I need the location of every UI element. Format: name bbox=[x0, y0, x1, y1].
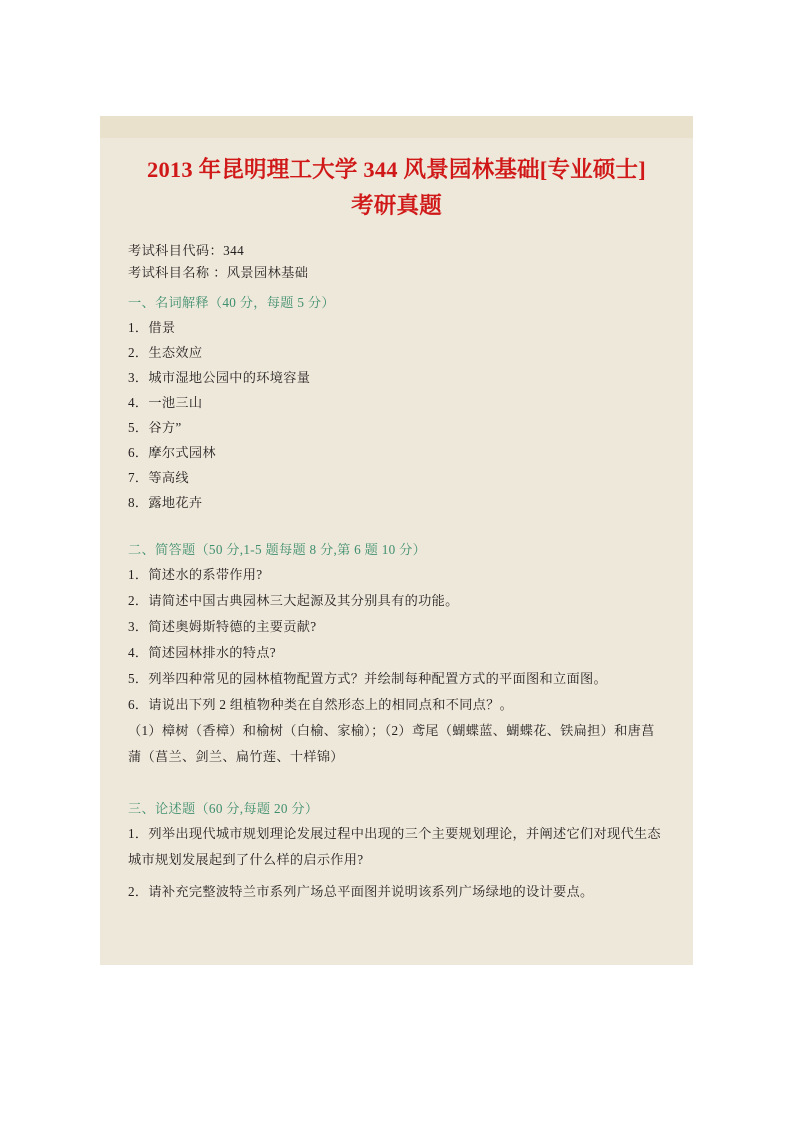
subject-name: 考试科目名称 ：风景园林基础 bbox=[128, 265, 309, 280]
section-essay bbox=[128, 796, 665, 905]
question-item: 3．城市湿地公园中的环境容量 bbox=[128, 370, 311, 385]
page-title-line-2: 考研真题 bbox=[351, 193, 442, 218]
section-short-answer bbox=[128, 537, 665, 770]
subject-code: 考试科目代码：344 bbox=[128, 243, 245, 258]
question-item: 2．生态效应 bbox=[128, 345, 203, 360]
question-item: 7．等高线 bbox=[128, 470, 189, 485]
question-item: 1．简述水的系带作用? bbox=[128, 567, 263, 582]
spacer bbox=[128, 770, 665, 780]
question-item: 2．请简述中国古典园林三大起源及其分别具有的功能。 bbox=[128, 593, 459, 608]
question-item: 4．一池三山 bbox=[128, 395, 203, 410]
question-item: 6．请说出下列 2 组植物种类在自然形态上的相同点和不同点？。 bbox=[128, 697, 514, 712]
question-item: 1．借景 bbox=[128, 320, 176, 335]
page-title-line-1: 2013 年昆明理工大学 344 风景园林基础[专业硕士] bbox=[147, 157, 646, 182]
spacer bbox=[128, 515, 665, 521]
question-item: 5．列举四种常见的园林植物配置方式？并绘制每种配置方式的平面图和立面图。 bbox=[128, 671, 607, 686]
question-item: 6．摩尔式园林 bbox=[128, 445, 216, 460]
question-item: 4．简述园林排水的特点? bbox=[128, 645, 276, 660]
exam-meta bbox=[128, 240, 665, 284]
question-item: 3．简述奥姆斯特德的主要贡献? bbox=[128, 619, 317, 634]
question-item: 2．请补充完整波特兰市系列广场总平面图并说明该系列广场绿地的设计要点。 bbox=[128, 884, 594, 899]
question-item: 8．露地花卉 bbox=[128, 495, 203, 510]
page-title bbox=[100, 138, 693, 224]
section-heading: 一、名词解释（40 分，每题 5 分） bbox=[128, 295, 335, 310]
section-heading: 二、简答题（50 分,1-5 题每题 8 分,第 6 题 10 分） bbox=[128, 542, 427, 557]
exam-paper-body bbox=[100, 138, 693, 965]
section-terms bbox=[128, 290, 665, 515]
question-item: 1．列举出现代城市规划理论发展过程中出现的三个主要规划理论，并阐述它们对现代生态城市规划发展起到了什么样的启示作用? bbox=[128, 826, 661, 867]
header-band bbox=[100, 116, 693, 138]
section-heading: 三、论述题（60 分,每题 20 分） bbox=[128, 801, 319, 816]
question-item: （1）樟树（香樟）和榆树（白榆、家榆）；（2）鸢尾（蝴蝶蓝、蝴蝶花、铁扁担）和唐菖蒲（菖兰、剑兰、扁竹莲、十样锦） bbox=[128, 723, 655, 764]
question-item: 5．谷方” bbox=[128, 420, 182, 435]
exam-content bbox=[100, 224, 693, 905]
